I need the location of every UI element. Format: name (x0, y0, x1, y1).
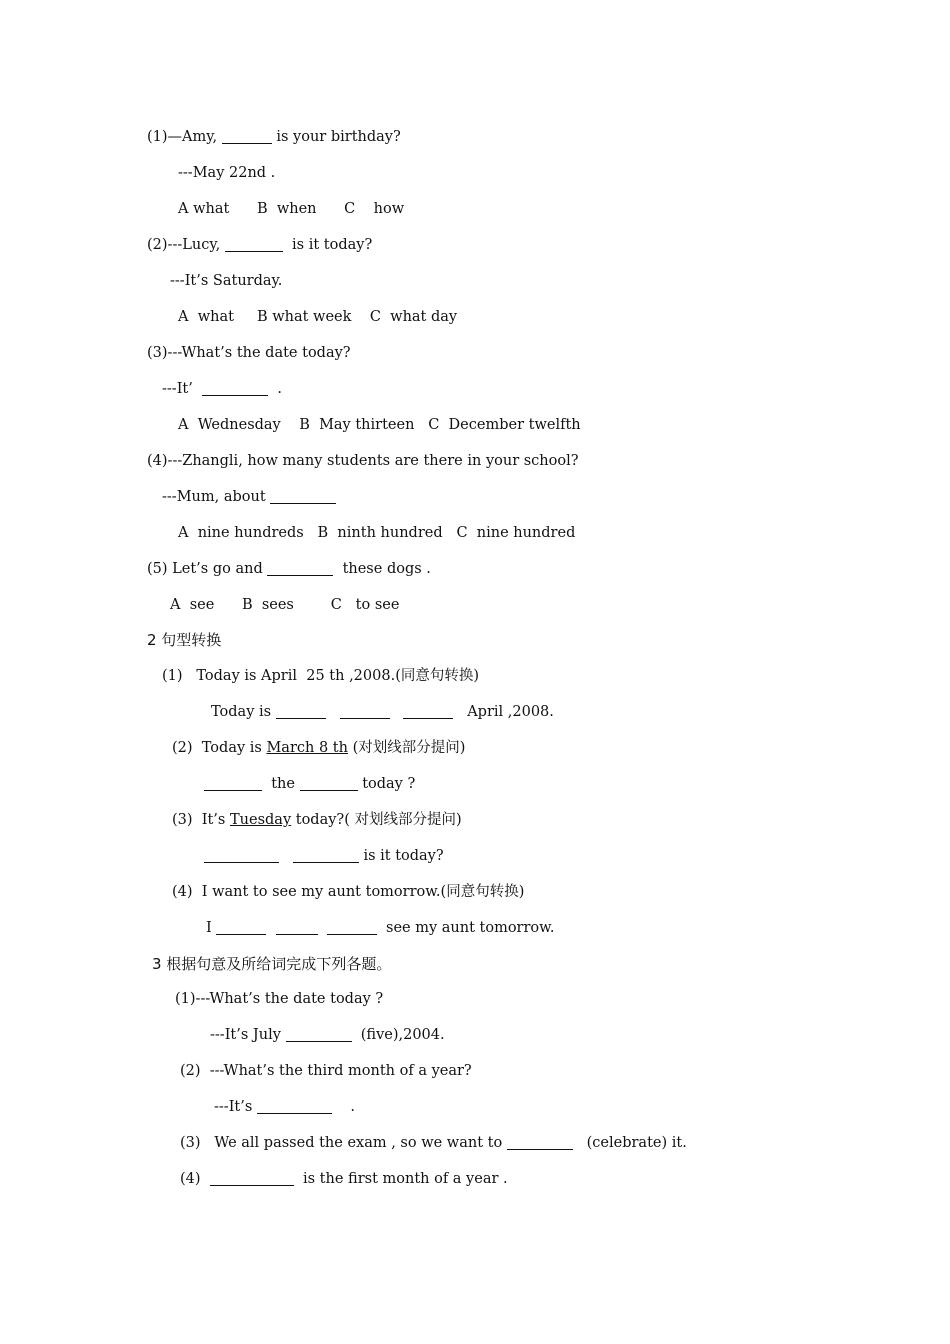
q1-answer: ---May 22nd . (178, 165, 276, 181)
s2-item-1: (1) Today is April 25 th ,2008.(同意句转换) (162, 668, 480, 684)
q4-answer-text-a: ---Mum, about (162, 489, 266, 505)
q3-answer (162, 380, 282, 398)
s2-item-4-text-a: I (206, 920, 212, 936)
s2-item-4-blank-1[interactable] (216, 920, 266, 935)
section-2-title: 2 句型转换 (147, 631, 222, 649)
q2-text-b: is it today? (292, 237, 373, 253)
s2-item-2-underlined: March 8 th (266, 740, 348, 756)
q4-answer (162, 488, 336, 506)
q5-line (147, 560, 431, 578)
s2-item-1-answer (211, 703, 554, 721)
q3-options: A Wednesday B May thirteen C December twelfth (178, 417, 581, 433)
q3-blank[interactable] (202, 381, 268, 396)
s2-item-3-text-a: (3) It’s (172, 812, 226, 828)
s2-item-1-text-c: April ,2008. (467, 704, 554, 720)
q4-blank[interactable] (270, 489, 336, 504)
s2-item-2-blank-2[interactable] (300, 776, 358, 791)
s2-item-1-blank-1[interactable] (276, 704, 326, 719)
s2-item-3-blank-1[interactable] (204, 848, 279, 863)
s3-item-1: (1)---What’s the date today ? (175, 991, 384, 1007)
q4-line: (4)---Zhangli, how many students are there in your school? (147, 453, 579, 469)
s2-item-3 (172, 811, 462, 829)
s3-item-4-blank[interactable] (210, 1171, 294, 1186)
s3-item-3-text-b: (celebrate) it. (586, 1135, 687, 1151)
s2-item-4-blank-3[interactable] (327, 920, 377, 935)
q1-text-a: (1)—Amy, (147, 129, 218, 145)
s2-item-4: (4) I want to see my aunt tomorrow.(同意句转换) (172, 884, 525, 900)
s2-item-3-text-c: is it today? (363, 848, 444, 864)
s3-item-3 (180, 1134, 687, 1152)
s2-item-1-blank-2[interactable] (340, 704, 390, 719)
s3-item-3-text-a: (3) We all passed the exam , so we want to (180, 1135, 503, 1151)
q1-blank[interactable] (222, 129, 272, 144)
q4-options: A nine hundreds B ninth hundred C nine hundred (178, 525, 576, 541)
q3-answer-text-b: . (277, 381, 282, 397)
s2-item-2-blank-1[interactable] (204, 776, 262, 791)
s3-item-2-answer (214, 1098, 355, 1116)
s3-item-1-answer (210, 1026, 445, 1044)
s2-item-4-text-b: see my aunt tomorrow. (386, 920, 555, 936)
q1-line (147, 128, 401, 146)
s2-item-2-answer (204, 775, 415, 793)
q5-options: A see B sees C to see (170, 597, 400, 613)
s2-item-2 (172, 739, 465, 757)
s2-item-2-text-a: (2) Today is (172, 740, 262, 756)
q2-blank[interactable] (225, 237, 283, 252)
q3-line: (3)---What’s the date today? (147, 345, 351, 361)
s2-item-2-text-c: the (271, 776, 295, 792)
q5-text-b: these dogs . (342, 561, 431, 577)
s2-item-2-text-d: today ? (362, 776, 416, 792)
s2-item-3-answer (204, 847, 444, 865)
q2-options: A what B what week C what day (178, 309, 458, 325)
s3-item-4 (180, 1170, 508, 1188)
s3-item-4-text-b: is the first month of a year . (302, 1171, 508, 1187)
s3-item-1-blank[interactable] (286, 1027, 352, 1042)
q3-answer-text-a: ---It’ (162, 381, 193, 397)
q5-text-a: (5) Let’s go and (147, 561, 263, 577)
s3-item-2-text-b: . (350, 1099, 355, 1115)
s2-item-3-blank-2[interactable] (293, 848, 359, 863)
s2-item-4-blank-2[interactable] (276, 920, 318, 935)
s3-item-2: (2) ---What’s the third month of a year? (180, 1063, 472, 1079)
q2-text-a: (2)---Lucy, (147, 237, 221, 253)
q2-line (147, 236, 372, 254)
s3-item-1-text-a: ---It’s July (210, 1027, 281, 1043)
s2-item-1-text-a: Today is (211, 704, 272, 720)
s3-item-3-blank[interactable] (507, 1135, 573, 1150)
s3-item-4-text-a: (4) (180, 1171, 201, 1187)
s2-item-4-answer (206, 919, 554, 937)
s2-item-3-underlined: Tuesday (229, 812, 292, 828)
s2-item-1-blank-3[interactable] (403, 704, 453, 719)
q1-text-b: is your birthday? (276, 129, 401, 145)
section-3-title: 3 根据句意及所给词完成下列各题。 (152, 955, 392, 973)
s3-item-2-text-a: ---It’s (214, 1099, 253, 1115)
s2-item-3-text-b: today?( 对划线部分提问) (295, 812, 462, 828)
q1-options: A what B when C how (178, 201, 405, 217)
s3-item-2-blank[interactable] (257, 1099, 332, 1114)
s2-item-2-text-b: (对划线部分提问) (352, 740, 466, 756)
s3-item-1-text-b: (five),2004. (360, 1027, 445, 1043)
q2-answer: ---It’s Saturday. (170, 273, 283, 289)
q5-blank[interactable] (267, 561, 333, 576)
